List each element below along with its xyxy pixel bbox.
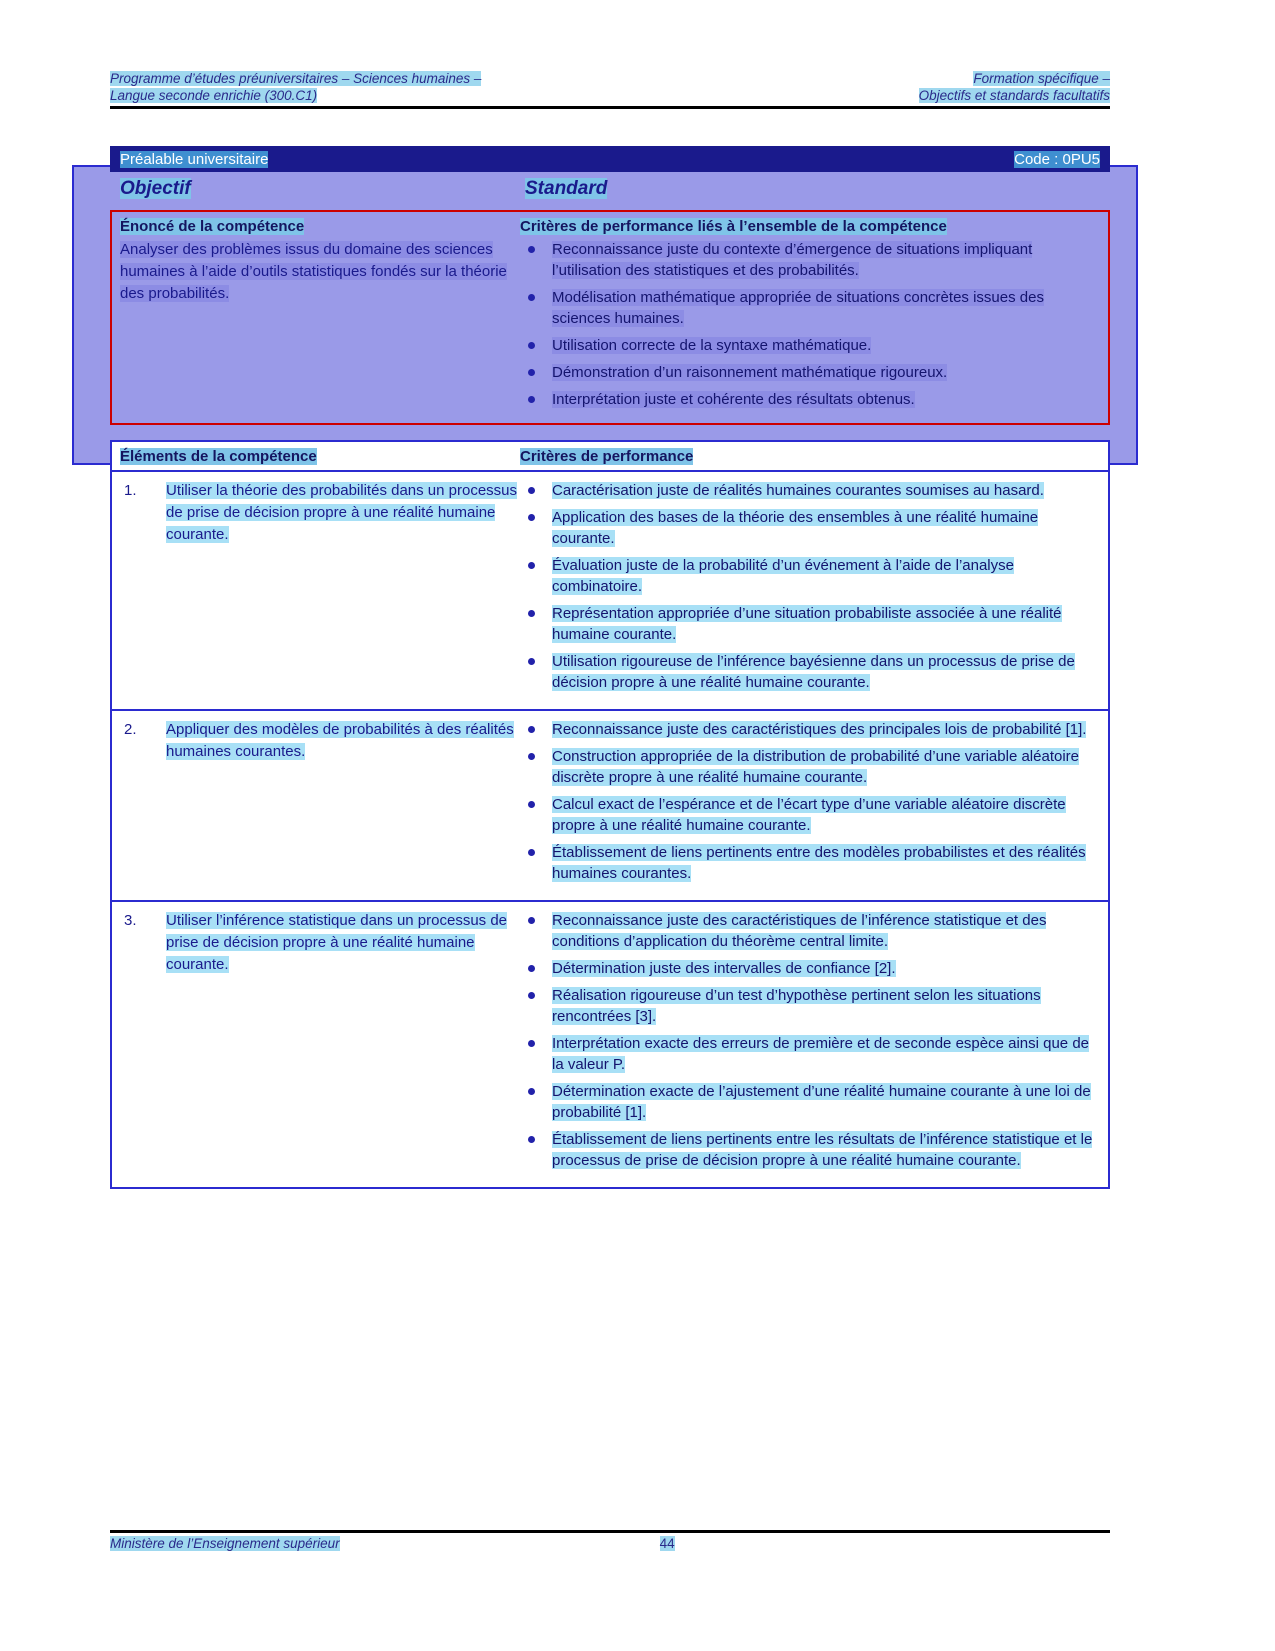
prealable-label: Préalable universitaire: [120, 150, 269, 168]
criterion-text: Évaluation juste de la probabilité d’un événement à l’aide de l’analyse combinatoire.: [552, 557, 1014, 595]
criterion-text: Calcul exact de l’espérance et de l’écart type d’une variable aléatoire discrète propre à une réalité humaine courante.: [552, 796, 1066, 834]
list-item: [520, 239, 1100, 281]
footer-ministry-text: Ministère de l’Enseignement supérieur: [110, 1536, 340, 1551]
header-left-line1: [110, 70, 481, 87]
list-item: [520, 910, 1100, 952]
criterion-text: Représentation appropriée d’une situation probabiliste associée à une réalité humaine courante.: [552, 605, 1062, 643]
element-number: 3.: [124, 912, 137, 929]
elements-competence-table: [110, 440, 1110, 1189]
criteria-cell: [520, 719, 1100, 890]
list-item: [520, 746, 1100, 788]
criterion-text: Reconnaissance juste des caractéristiques des principales lois de probabilité [1].: [552, 721, 1087, 738]
header-right-line1-text: Formation spécifique –: [973, 71, 1110, 86]
list-item: [520, 719, 1100, 740]
list-item: [520, 651, 1100, 693]
header-right-line2-text: Objectifs et standards facultatifs: [918, 88, 1110, 103]
element-text: Utiliser l’inférence statistique dans un processus de prise de décision propre à une réalité humaine courante.: [166, 912, 508, 973]
page-header: [110, 70, 1110, 109]
bullet-icon: [528, 396, 535, 403]
enonce-statement: [120, 239, 520, 416]
bullet-icon: [528, 1040, 535, 1047]
bullet-icon: [528, 342, 535, 349]
column-headings: [110, 176, 1110, 206]
criterion-text: Reconnaissance juste du contexte d’émergence de situations impliquant l’utilisation des statistiques et des probabilités.: [552, 241, 1033, 279]
prealable-title-bar: [110, 146, 1110, 172]
bullet-icon: [528, 917, 535, 924]
enonce-table-body: [112, 239, 1108, 416]
code-label: Code : 0PU5: [1014, 150, 1100, 168]
list-item: [520, 389, 1100, 410]
criterion-text: Établissement de liens pertinents entre les résultats de l’inférence statistique et le processus de prise de décision propre à une réalité humaine courante.: [552, 1131, 1093, 1169]
bullet-icon: [528, 562, 535, 569]
criterion-text: Interprétation exacte des erreurs de première et de seconde espèce ainsi que de la valeur P.: [552, 1035, 1089, 1073]
element-number: 2.: [124, 721, 137, 738]
page-footer: [110, 1530, 1110, 1551]
bullet-icon: [528, 487, 535, 494]
enonce-table-header: [112, 212, 1108, 239]
bullet-icon: [528, 294, 535, 301]
element-cell: [120, 719, 520, 890]
element-text: Utiliser la théorie des probabilités dans un processus de prise de décision propre à une réalité humaine courante.: [166, 482, 518, 543]
enonce-header-col2: [520, 218, 1100, 235]
elements-header-col2-text: Critères de performance: [520, 448, 694, 465]
bullet-icon: [528, 1088, 535, 1095]
element-cell: [120, 480, 520, 699]
enonce-header-col1-text: Énoncé de la compétence: [120, 218, 305, 235]
bullet-icon: [528, 726, 535, 733]
bullet-icon: [528, 514, 535, 521]
bullet-icon: [528, 658, 535, 665]
enonce-header-col2-text: Critères de performance liés à l’ensemble de la compétence: [520, 218, 947, 235]
objectif-heading-text: Objectif: [120, 178, 191, 199]
bullet-icon: [528, 610, 535, 617]
list-item: [520, 985, 1100, 1027]
list-item: [520, 842, 1100, 884]
criteria-cell: [520, 910, 1100, 1177]
criterion-text: Reconnaissance juste des caractéristiques de l’inférence statistique et des conditions d’application du théorème central limite.: [552, 912, 1047, 950]
list-item: [520, 480, 1100, 501]
standard-heading-text: Standard: [525, 178, 608, 199]
criterion-text: Démonstration d’un raisonnement mathématique rigoureux.: [552, 364, 948, 381]
elements-header-col2: [520, 448, 1100, 465]
elements-header-col1: [120, 448, 520, 465]
enonce-criteria-list: [520, 239, 1100, 416]
bullet-icon: [528, 246, 535, 253]
list-item: [520, 555, 1100, 597]
criterion-text: Détermination juste des intervalles de confiance [2].: [552, 960, 896, 977]
bullet-icon: [528, 753, 535, 760]
criteria-cell: [520, 480, 1100, 699]
header-right-line1: [973, 70, 1110, 87]
criterion-text: Interprétation juste et cohérente des résultats obtenus.: [552, 391, 915, 408]
enonce-statement-text: Analyser des problèmes issus du domaine des sciences humaines à l’aide d’outils statistiques fondés sur la théorie des probabilités.: [120, 241, 507, 302]
header-left-line2: [110, 87, 317, 104]
page-number: 44: [659, 1536, 675, 1551]
list-item: [520, 1129, 1100, 1171]
elements-table-header: [112, 442, 1108, 472]
bullet-icon: [528, 1136, 535, 1143]
element-number: 1.: [124, 482, 137, 499]
list-item: [520, 1033, 1100, 1075]
list-item: [520, 794, 1100, 836]
list-item: [520, 603, 1100, 645]
criterion-text: Utilisation rigoureuse de l’inférence bayésienne dans un processus de prise de décision propre à une réalité humaine courante.: [552, 653, 1075, 691]
header-right-line2: [919, 87, 1110, 104]
enonce-header-col1: [120, 218, 520, 235]
bullet-icon: [528, 965, 535, 972]
bullet-icon: [528, 992, 535, 999]
criterion-text: Détermination exacte de l’ajustement d’une réalité humaine courante à une loi de probabilité [1].: [552, 1083, 1091, 1121]
criterion-text: Établissement de liens pertinents entre des modèles probabilistes et des réalités humaines courantes.: [552, 844, 1086, 882]
list-item: [520, 507, 1100, 549]
bullet-icon: [528, 801, 535, 808]
criterion-text: Application des bases de la théorie des ensembles à une réalité humaine courante.: [552, 509, 1039, 547]
table-row: [112, 902, 1108, 1187]
list-item: [520, 1081, 1100, 1123]
criterion-text: Utilisation correcte de la syntaxe mathématique.: [552, 337, 872, 354]
objectif-heading: [120, 178, 191, 200]
criterion-text: Réalisation rigoureuse d’un test d’hypothèse pertinent selon les situations rencontrées [3].: [552, 987, 1041, 1025]
list-item: [520, 958, 1100, 979]
standard-heading: [525, 178, 607, 200]
element-text: Appliquer des modèles de probabilités à des réalités humaines courantes.: [166, 721, 514, 760]
criterion-text: Construction appropriée de la distribution de probabilité d’une variable aléatoire discrète propre à une réalité humaine courante.: [552, 748, 1079, 786]
elements-header-col1-text: Éléments de la compétence: [120, 448, 317, 465]
element-cell: [120, 910, 520, 1177]
header-left-line2-text: Langue seconde enrichie (300.C1): [110, 88, 318, 103]
bullet-icon: [528, 849, 535, 856]
header-left-line1-text: Programme d’études préuniversitaires – Sciences humaines –: [110, 71, 482, 86]
criterion-text: Modélisation mathématique appropriée de situations concrètes issues des sciences humaines.: [552, 289, 1044, 327]
bullet-icon: [528, 369, 535, 376]
list-item: [520, 362, 1100, 383]
criterion-text: Caractérisation juste de réalités humaines courantes soumises au hasard.: [552, 482, 1044, 499]
list-item: [520, 335, 1100, 356]
table-row: [112, 472, 1108, 711]
table-row: [112, 711, 1108, 902]
list-item: [520, 287, 1100, 329]
enonce-competence-table: [110, 210, 1110, 425]
